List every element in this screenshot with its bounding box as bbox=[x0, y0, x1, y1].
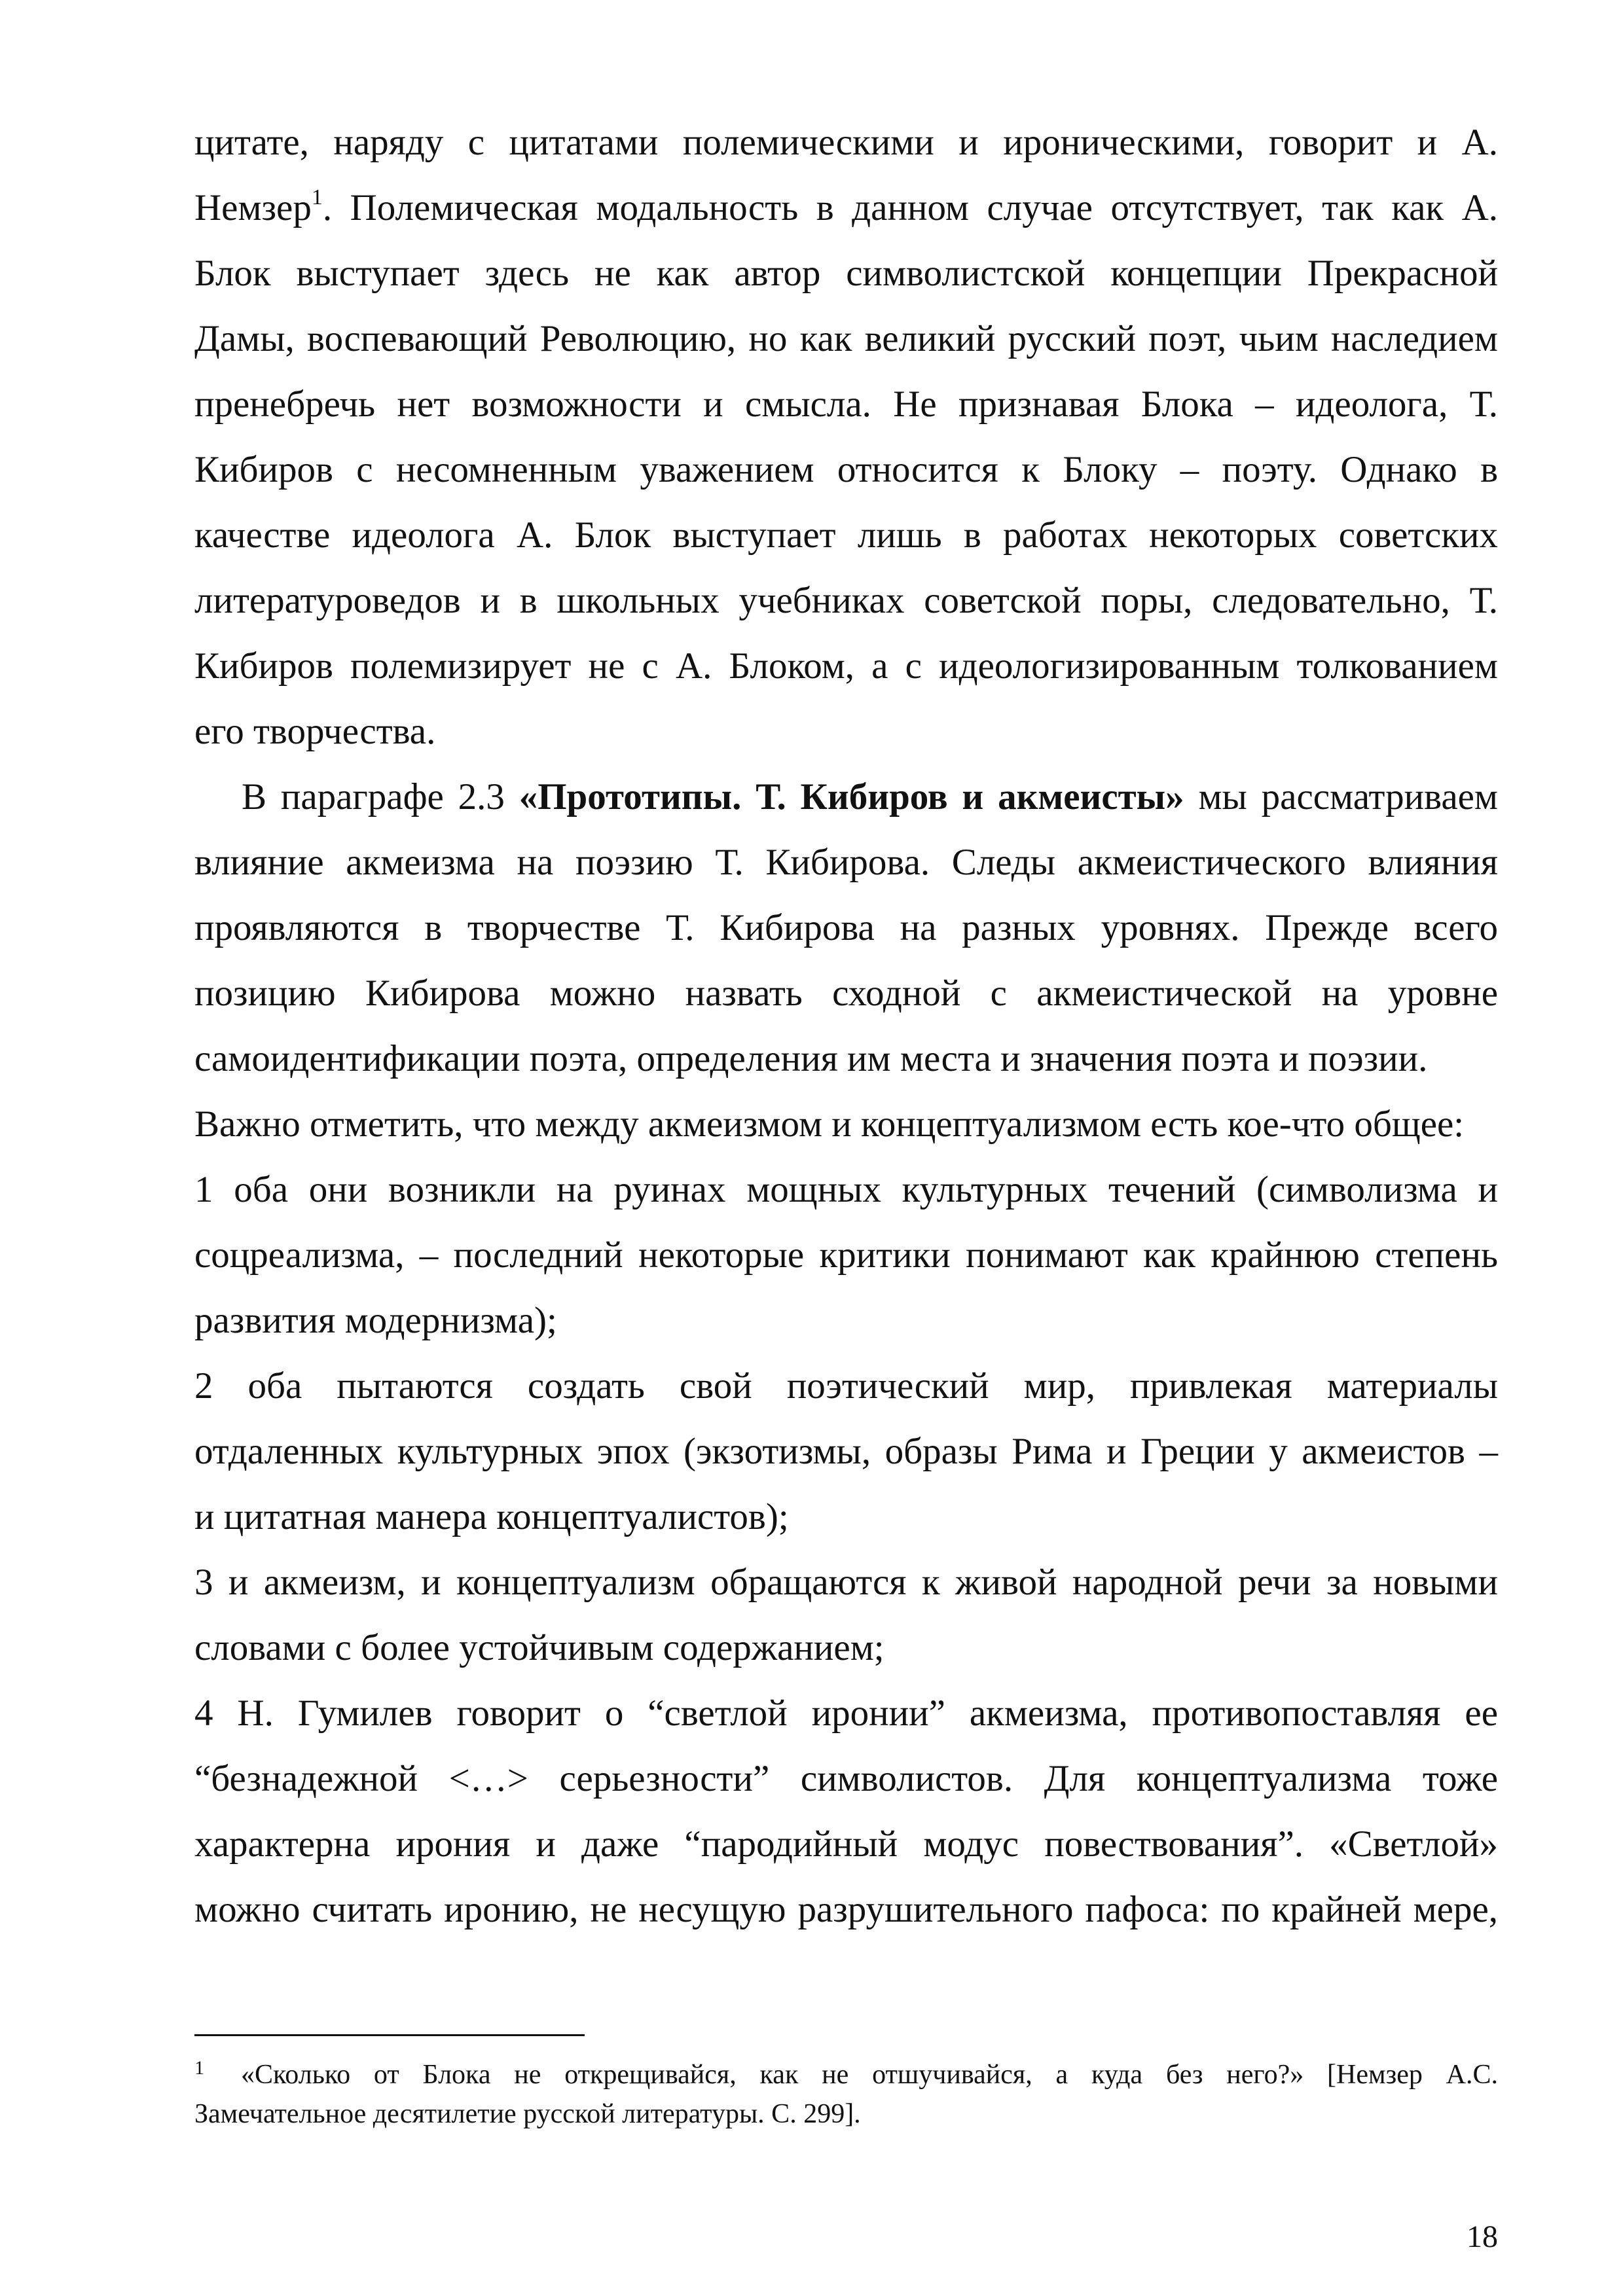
text-line: самоидентификации поэта, определения им места и значения поэта и поэзии. bbox=[194, 1038, 1428, 1079]
text-line: Дамы, воспевающий Революцию, но как великий русский поэт, чьим наследием bbox=[194, 318, 1498, 359]
body-text bbox=[194, 110, 1498, 1943]
text-line: Кибиров полемизирует не с А. Блоком, а с идеологизированным толкованием bbox=[194, 645, 1498, 687]
footnote-line: Замечательное десятилетие русской литературы. С. 299]. bbox=[194, 2099, 861, 2129]
text-line: пренебречь нет возможности и смысла. Не признавая Блока – идеолога, Т. bbox=[194, 384, 1498, 425]
footnote-line bbox=[194, 2055, 1498, 2094]
text-line: влияние акмеизма на поэзию Т. Кибирова. Следы акмеистического влияния bbox=[194, 842, 1498, 883]
list-item: 2 оба пытаются создать свой поэтический мир, привлекая материалы bbox=[194, 1365, 1498, 1407]
text-fragment: мы рассматриваем bbox=[1184, 776, 1498, 817]
text-line: цитате, наряду с цитатами полемическими и ироническими, говорит и А. bbox=[194, 122, 1498, 163]
list-item: 3 и акмеизм, и концептуализм обращаются к живой народной речи за новыми bbox=[194, 1562, 1498, 1603]
text-line bbox=[194, 764, 1498, 830]
text-line: и цитатная манера концептуалистов); bbox=[194, 1496, 789, 1537]
text-line: качестве идеолога А. Блок выступает лишь в работах некоторых советских bbox=[194, 514, 1498, 556]
text-line: Кибиров с несомненным уважением относится к Блоку – поэту. Однако в bbox=[194, 449, 1498, 490]
text-line: развития модернизма); bbox=[194, 1300, 557, 1341]
text-line: можно считать иронию, не несущую разрушительного пафоса: по крайней мере, bbox=[194, 1889, 1498, 1930]
text-line: его творчества. bbox=[194, 711, 436, 752]
section-title: «Прототипы. Т. Кибиров и акмеисты» bbox=[519, 776, 1184, 817]
footnote bbox=[194, 2055, 1498, 2134]
text-fragment: В параграфе 2.3 bbox=[242, 776, 519, 817]
text-line: литературоведов и в школьных учебниках советской поры, следовательно, Т. bbox=[194, 580, 1498, 621]
text-line: соцреализма, – последний некоторые критики понимают как крайнюю степень bbox=[194, 1234, 1498, 1276]
footnote-text: «Сколько от Блока не открещивайся, как не отшучивайся, а куда без него?» [Немзер А.С. bbox=[241, 2060, 1498, 2090]
page-number: 18 bbox=[1467, 2219, 1498, 2254]
text-line: отдаленных культурных эпох (экзотизмы, образы Рима и Греции у акмеистов – bbox=[194, 1431, 1498, 1472]
footnote-reference[interactable]: 1 bbox=[311, 185, 323, 209]
text-line bbox=[194, 175, 1498, 241]
text-line: позицию Кибирова можно назвать сходной с акмеистической на уровне bbox=[194, 973, 1498, 1014]
text-line: Важно отметить, что между акмеизмом и концептуализмом есть кое-что общее: bbox=[194, 1103, 1465, 1145]
list-item: 4 Н. Гумилев говорит о “светлой иронии” акмеизма, противопоставляя ее bbox=[194, 1693, 1498, 1734]
footnote-marker: 1 bbox=[194, 2057, 204, 2079]
text-line: Блок выступает здесь не как автор символистской концепции Прекрасной bbox=[194, 253, 1498, 294]
text-line: характерна ирония и даже “пародийный модус повествования”. «Светлой» bbox=[194, 1823, 1498, 1865]
text-line: словами с более устойчивым содержанием; bbox=[194, 1627, 884, 1668]
text-fragment: . Полемическая модальность в данном случае отсутствует, так как А. bbox=[322, 187, 1498, 228]
footnote-separator bbox=[194, 2034, 585, 2036]
text-fragment: Немзер bbox=[194, 187, 312, 228]
list-item: 1 оба они возникли на руинах мощных культурных течений (символизма и bbox=[194, 1169, 1498, 1210]
text-line: проявляются в творчестве Т. Кибирова на разных уровнях. Прежде всего bbox=[194, 907, 1498, 948]
text-line: “безнадежной <…> серьезности” символистов. Для концептуализма тоже bbox=[194, 1758, 1498, 1799]
